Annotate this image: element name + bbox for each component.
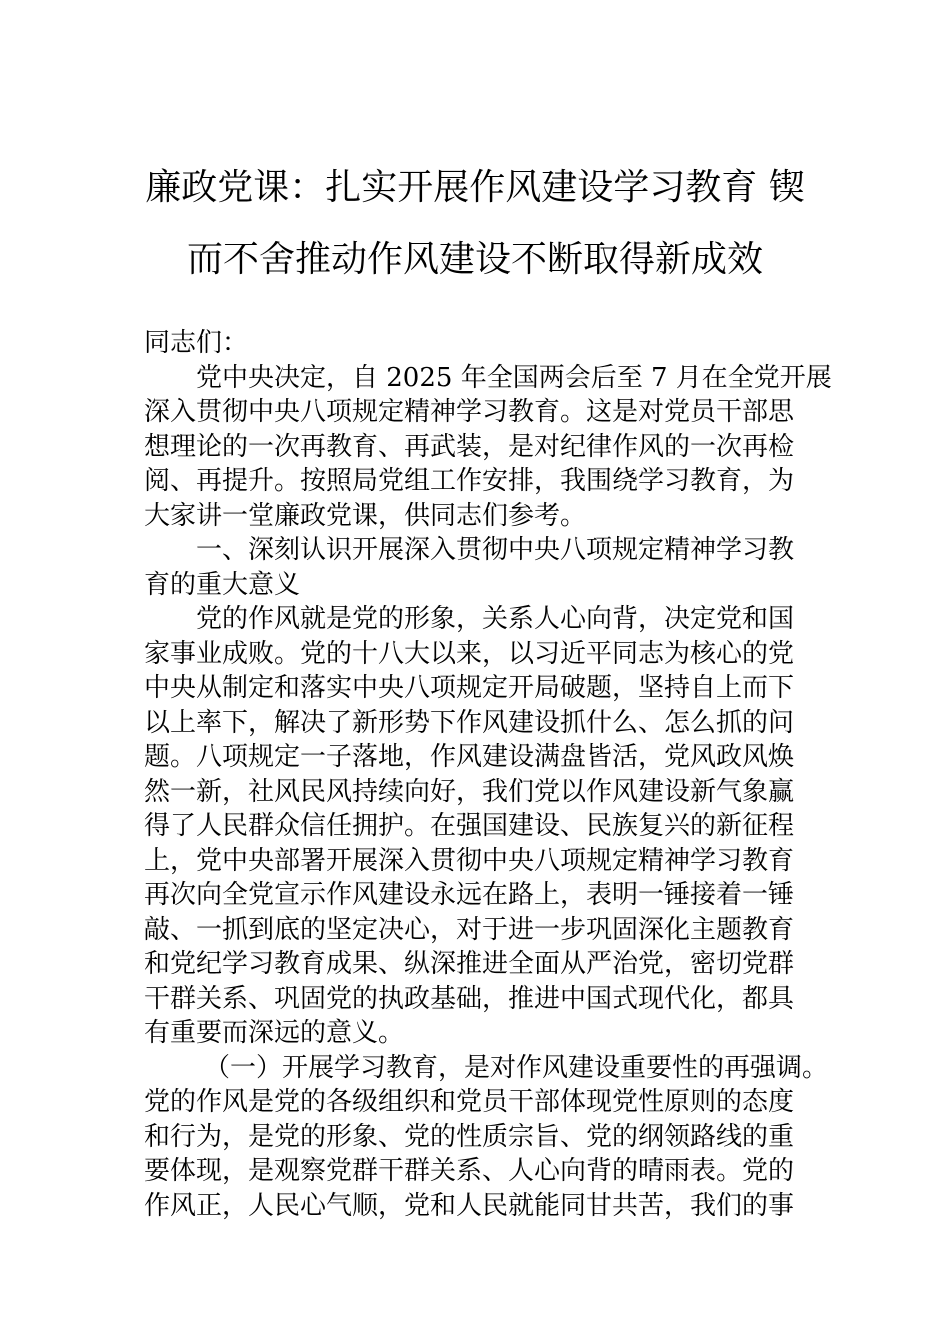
section-heading-line: 育的重大意义 (144, 569, 301, 600)
body-line: 党的作风就是党的形象，关系人心向背，决定党和国 (196, 604, 795, 634)
body-line: 家事业成败。党的十八大以来，以习近平同志为核心的党 (144, 638, 795, 669)
body-line: 再次向全党宣示作风建设永远在路上，表明一锤接着一锤 (144, 880, 795, 910)
body-line: 党中央决定，自 2025 年全国两会后至 7 月在全党开展 (196, 362, 832, 393)
subsection-heading-line: （一）开展学习教育，是对作风建设重要性的再强调。 (204, 1052, 829, 1083)
body-line: 有重要而深远的意义。 (144, 1018, 405, 1048)
document-title-line-1: 廉政党课：扎实开展作风建设学习教育 锲 (145, 167, 805, 208)
body-line: 作风正，人民心气顺，党和人民就能同甘共苦，我们的事 (144, 1190, 795, 1221)
body-line: 深入贯彻中央八项规定精神学习教育。这是对党员干部思 (144, 397, 795, 427)
body-line: 阅、再提升。按照局党组工作安排，我围绕学习教育，为 (144, 466, 795, 496)
body-line: 中央从制定和落实中央八项规定开局破题，坚持自上而下 (144, 673, 795, 703)
body-line: 得了人民群众信任拥护。在强国建设、民族复兴的新征程 (144, 811, 795, 841)
body-line: 大家讲一堂廉政党课，供同志们参考。 (144, 500, 587, 531)
body-line: 上，党中央部署开展深入贯彻中央八项规定精神学习教育 (144, 845, 795, 876)
section-heading-line: 一、深刻认识开展深入贯彻中央八项规定精神学习教 (196, 535, 795, 565)
document-title-line-2: 而不舍推动作风建设不断取得新成效 (186, 239, 763, 280)
body-line: 要体现，是观察党群干群关系、人心向背的晴雨表。党的 (144, 1156, 795, 1186)
body-line: 敲、一抓到底的坚定决心，对于进一步巩固深化主题教育 (144, 914, 795, 945)
document-body (144, 326, 832, 1223)
body-line: 和行为，是党的形象、党的性质宗旨、党的纲领路线的重 (144, 1121, 795, 1152)
body-line: 干群关系、巩固党的执政基础，推进中国式现代化，都具 (144, 983, 795, 1014)
salutation: 同志们： (144, 328, 249, 358)
body-line: 然一新，社风民风持续向好，我们党以作风建设新气象赢 (144, 776, 795, 807)
body-line: 和党纪学习教育成果、纵深推进全面从严治党，密切党群 (144, 949, 795, 979)
body-line: 题。八项规定一子落地，作风建设满盘皆活，党风政风焕 (144, 742, 795, 772)
body-line: 党的作风是党的各级组织和党员干部体现党性原则的态度 (144, 1087, 795, 1117)
body-line: 想理论的一次再教育、再武装，是对纪律作风的一次再检 (144, 431, 795, 462)
body-line: 以上率下，解决了新形势下作风建设抓什么、怎么抓的问 (144, 707, 795, 738)
